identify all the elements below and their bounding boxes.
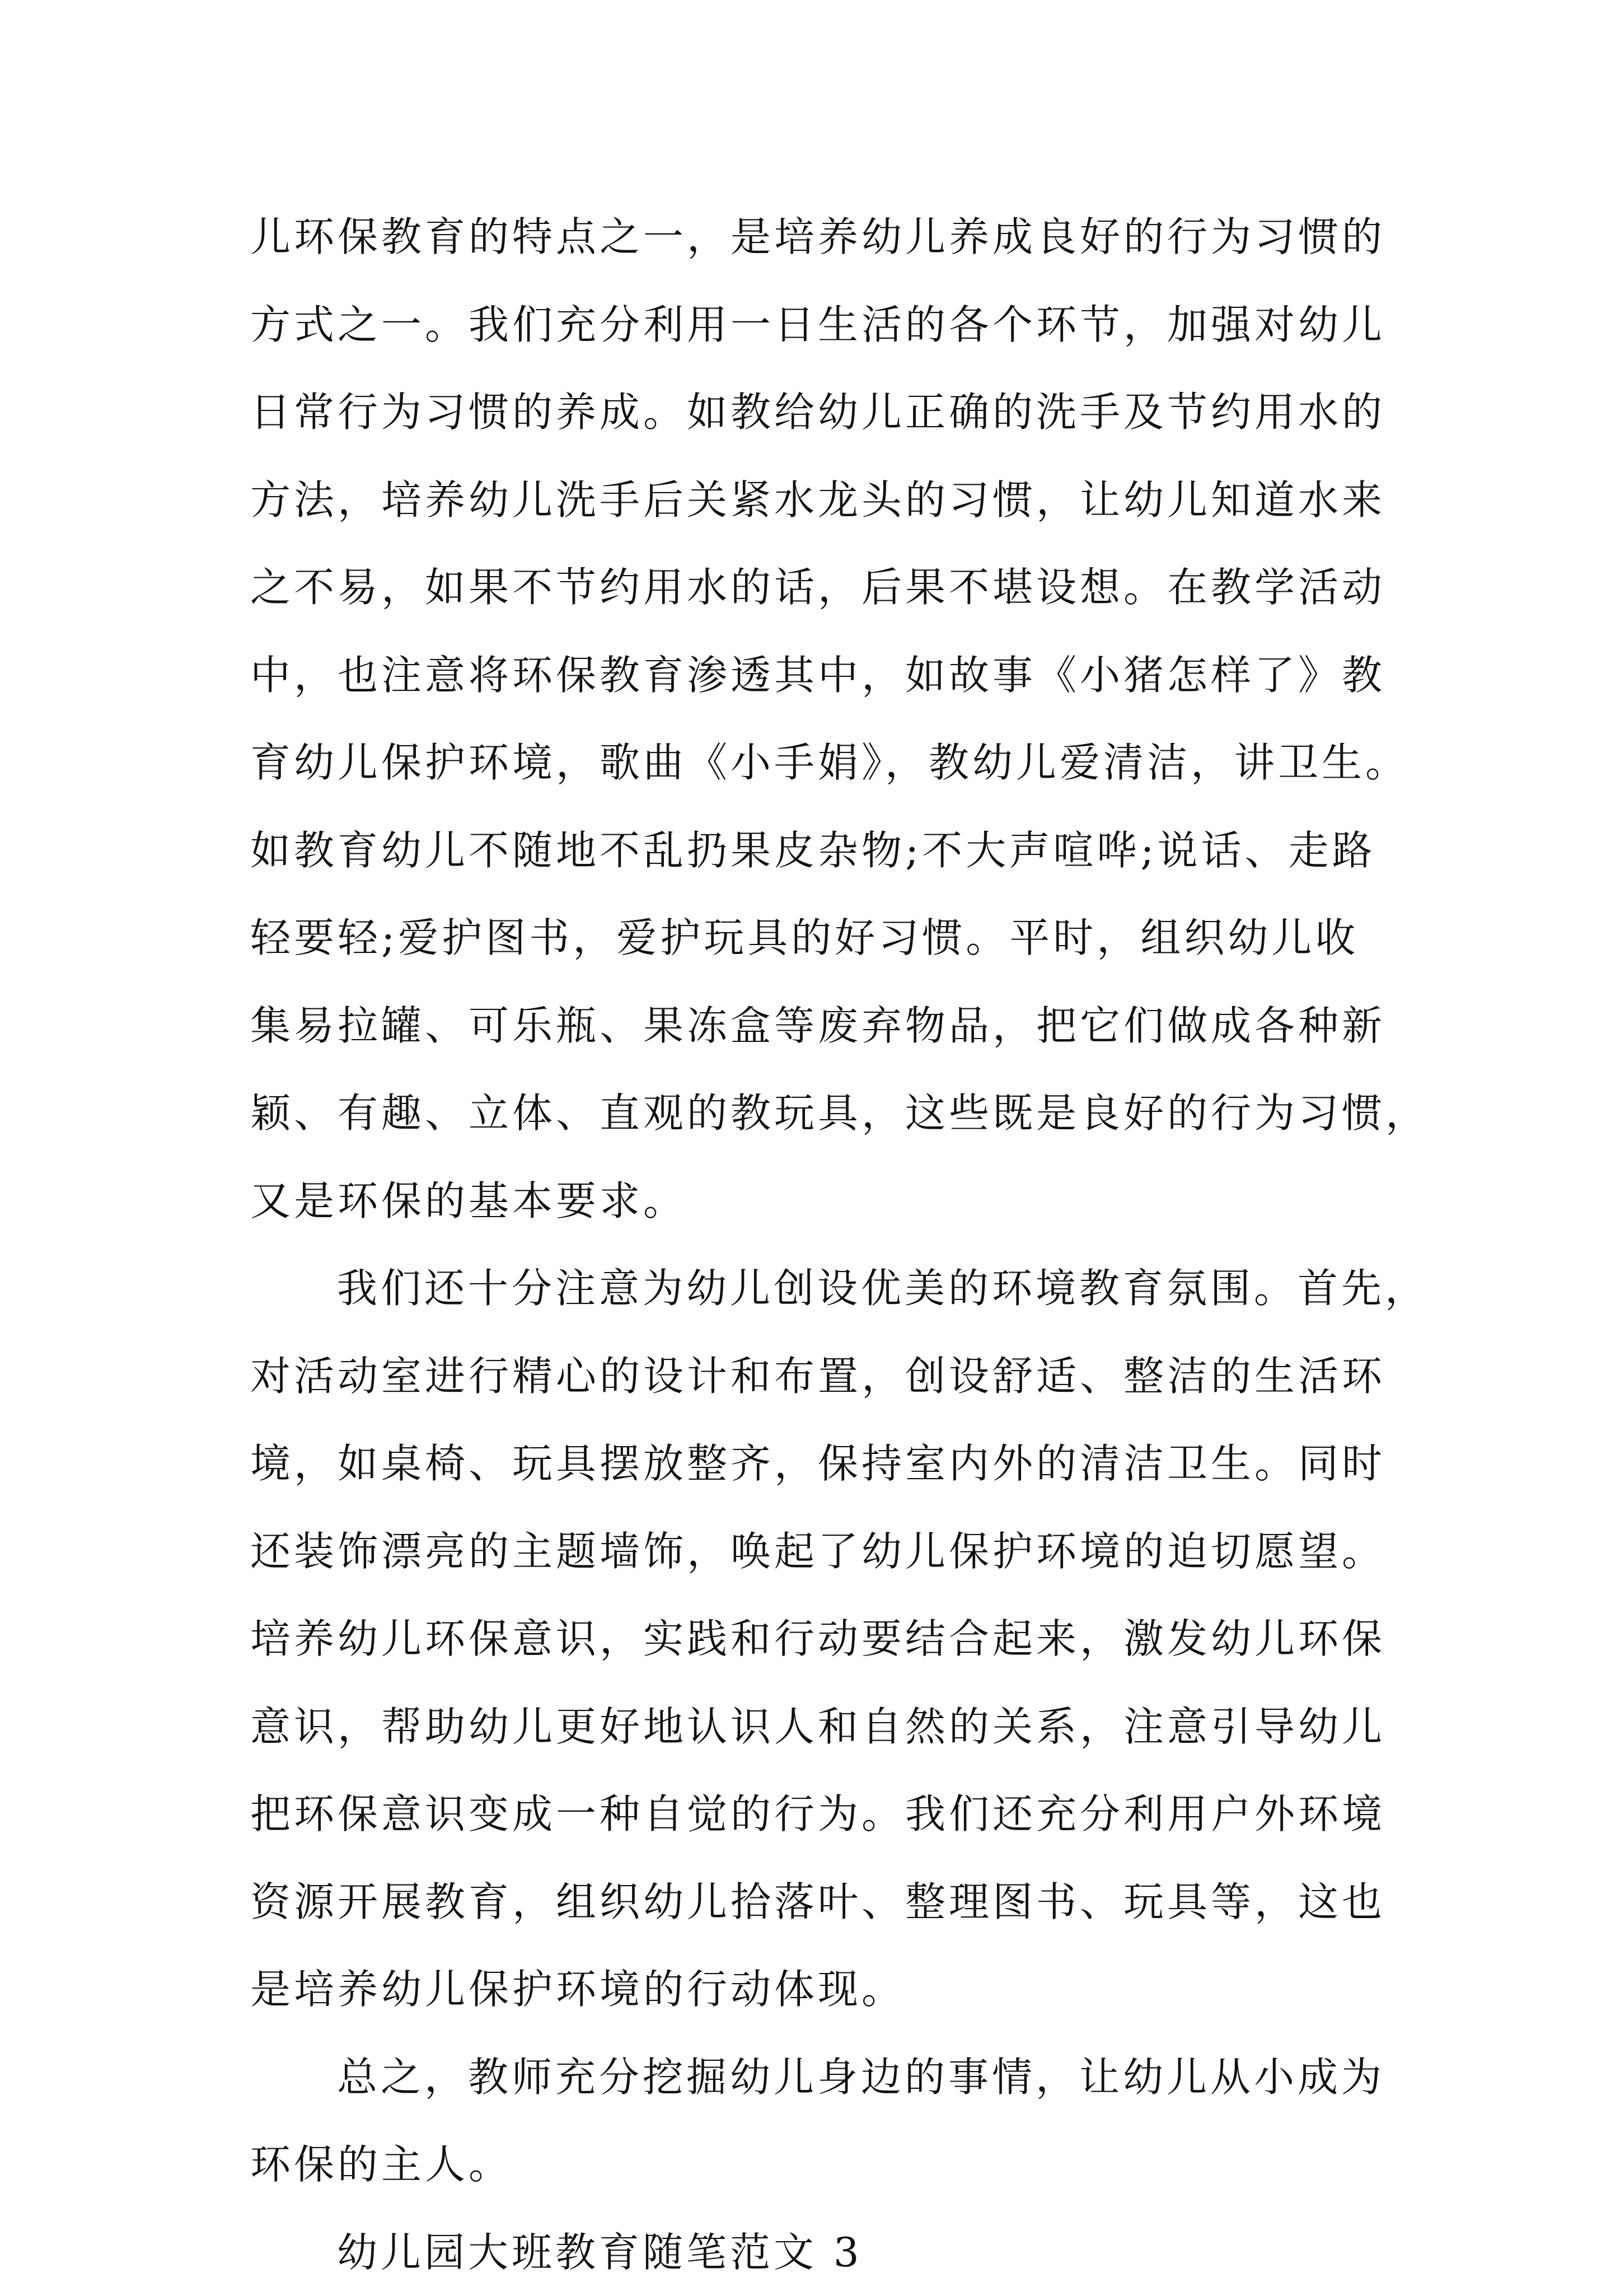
text-line: 日常行为习惯的养成。如教给幼儿正确的洗手及节约用水的 [250, 368, 1387, 456]
text-line: 环保的主人。 [250, 2121, 1387, 2209]
text-line: 之不易，如果不节约用水的话，后果不堪设想。在教学活动 [250, 544, 1387, 632]
paragraph-conclusion [250, 2033, 1387, 2209]
text-line: 还装饰漂亮的主题墙饰，唤起了幼儿保护环境的迫切愿望。 [250, 1508, 1387, 1596]
text-line: 集易拉罐、可乐瓶、果冻盒等废弃物品，把它们做成各种新 [250, 982, 1387, 1070]
text-line: 又是环保的基本要求。 [250, 1157, 1387, 1245]
text-line: 育幼儿保护环境，歌曲《小手娟》，教幼儿爱清洁，讲卫生。 [250, 719, 1387, 807]
paragraph-environment [250, 1245, 1387, 2033]
text-line: 轻要轻;爱护图书，爱护玩具的好习惯。平时，组织幼儿收 [250, 894, 1387, 982]
text-line: 如教育幼儿不随地不乱扔果皮杂物;不大声喧哗;说话、走路 [250, 807, 1387, 895]
section-heading [250, 2209, 1387, 2296]
document-body [250, 193, 1387, 2296]
text-line: 意识，帮助幼儿更好地认识人和自然的关系，注意引导幼儿 [250, 1683, 1387, 1771]
text-line: 对活动室进行精心的设计和布置，创设舒适、整洁的生活环 [250, 1332, 1387, 1420]
text-line: 中，也注意将环保教育渗透其中，如故事《小猪怎样了》教 [250, 632, 1387, 719]
paragraph-habits [250, 193, 1387, 1245]
heading-line: 幼儿园大班教育随笔范文 3 [250, 2209, 1387, 2296]
text-line: 资源开展教育，组织幼儿拾落叶、整理图书、玩具等，这也 [250, 1858, 1387, 1946]
text-line: 是培养幼儿保护环境的行动体现。 [250, 1946, 1387, 2033]
text-line: 方法，培养幼儿洗手后关紧水龙头的习惯，让幼儿知道水来 [250, 456, 1387, 544]
text-line: 儿环保教育的特点之一，是培养幼儿养成良好的行为习惯的 [250, 193, 1387, 281]
text-line: 我们还十分注意为幼儿创设优美的环境教育氛围。首先， [250, 1245, 1387, 1332]
text-line: 把环保意识变成一种自觉的行为。我们还充分利用户外环境 [250, 1770, 1387, 1858]
text-line: 方式之一。我们充分利用一日生活的各个环节，加强对幼儿 [250, 281, 1387, 369]
text-line: 总之，教师充分挖掘幼儿身边的事情，让幼儿从小成为 [250, 2033, 1387, 2121]
text-line: 境，如桌椅、玩具摆放整齐，保持室内外的清洁卫生。同时 [250, 1420, 1387, 1508]
text-line: 颖、有趣、立体、直观的教玩具，这些既是良好的行为习惯， [250, 1069, 1387, 1157]
text-line: 培养幼儿环保意识，实践和行动要结合起来，激发幼儿环保 [250, 1595, 1387, 1683]
